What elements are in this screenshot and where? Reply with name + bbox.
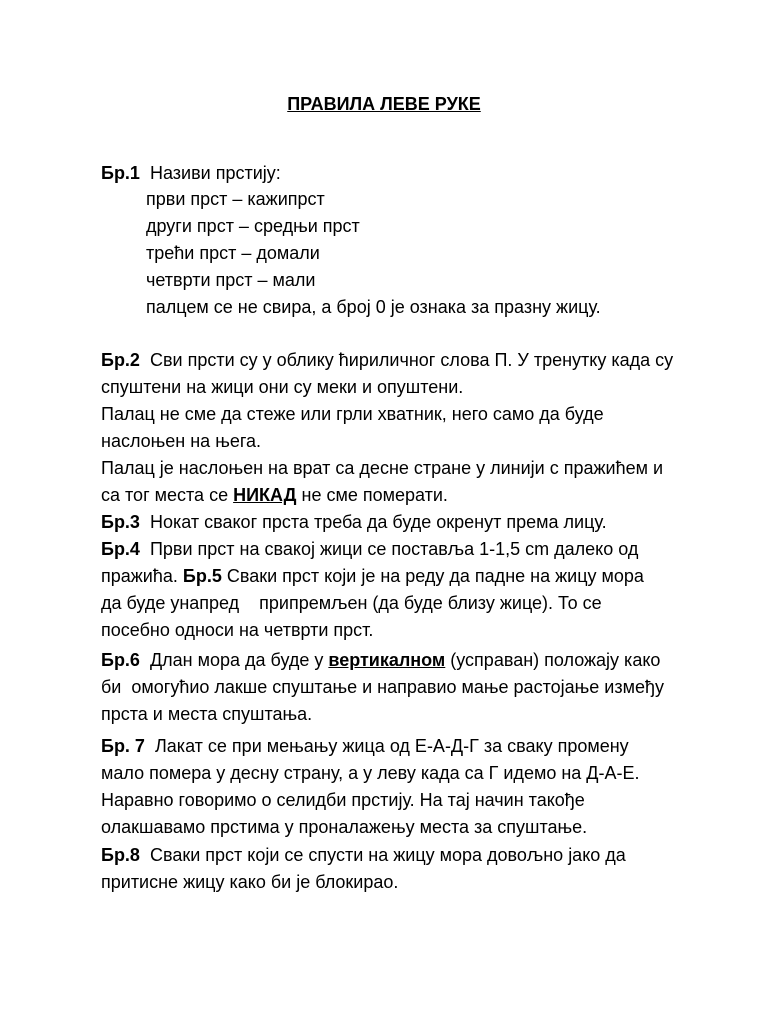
rule-6-line <box>101 647 660 673</box>
rule-1-item: четврти прст – мали <box>146 270 316 290</box>
rule-6-line: прста и места спуштања. <box>101 704 313 724</box>
rule-2-text: Сви прсти су у облику ћириличног слова П. У тренутку када су <box>149 350 674 370</box>
rule-3-text: Нокат сваког прста треба да буде окренут према лицу. <box>149 512 607 532</box>
rule-1-text: Називи прстију: <box>149 163 281 183</box>
rule-8-line: притисне жицу како би је блокирао. <box>101 872 399 892</box>
rule-5-line: посебно односи на четврти прст. <box>101 620 374 640</box>
rule-7-text: Лакат се при мењању жица од Е-А-Д-Г за сваку промену <box>154 736 629 756</box>
rule-3-label: Бр.3 <box>101 512 140 532</box>
rule-6-text: Длан мора да буде у <box>149 650 329 670</box>
rule-7-line: Наравно говоримо о селидби прстију. На тај начин такође <box>101 790 585 810</box>
rule-1-item: трећи прст – домали <box>146 243 320 263</box>
rule-8-text: Сваки прст који се спусти на жицу мора довољно јако да <box>149 845 626 865</box>
rule-2-line <box>101 347 673 373</box>
rule-1-label: Бр.1 <box>101 163 140 183</box>
rule-4-label: Бр.4 <box>101 539 140 559</box>
rule-1-item: палцем се не свира, а број 0 је ознака за празну жицу. <box>146 297 601 317</box>
rule-5-line <box>101 563 644 589</box>
rule-2-line: Палац не сме да стеже или грли хватник, него само да буде <box>101 404 604 424</box>
rule-6-label: Бр.6 <box>101 650 140 670</box>
page-title: ПРАВИЛА ЛЕВЕ РУКЕ <box>287 94 481 114</box>
rule-8-label: Бр.8 <box>101 845 140 865</box>
rule-7-line: мало помера у десну страну, а у леву када са Г идемо на Д-А-Е. <box>101 763 640 783</box>
rule-5-label: Бр.5 <box>182 566 222 586</box>
emphasis-vertical: вертикалном <box>328 650 446 670</box>
rule-6-line: би омогућио лакше спуштање и направио мање растојање између <box>101 677 664 697</box>
rule-6-text: (усправан) положају како <box>445 650 661 670</box>
rule-7-line: олакшавамо прстима у проналажењу места за спуштање. <box>101 817 588 837</box>
rule-2-label: Бр.2 <box>101 350 140 370</box>
rule-2-line: спуштени на жици они су меки и опуштени. <box>101 377 464 397</box>
rule-2-text: не сме померати. <box>296 485 448 505</box>
rule-8-line <box>101 842 626 868</box>
rule-1-heading <box>101 160 281 186</box>
rule-7-label: Бр. 7 <box>101 736 145 756</box>
rule-5-line: да буде унапред припремљен (да буде близу жице). То се <box>101 593 602 613</box>
rule-2-line: наслоњен на њега. <box>101 431 262 451</box>
rule-3-line <box>101 509 607 535</box>
rule-1-item: други прст – средњи прст <box>146 216 360 236</box>
rule-4-line <box>101 536 638 562</box>
emphasis-never: НИКАД <box>233 485 297 505</box>
rule-2-line: Палац је наслоњен на врат са десне стране у линији с пражићем и <box>101 458 664 478</box>
rule-4-text: пражића. <box>101 566 178 586</box>
rule-7-line <box>101 733 629 759</box>
rule-2-line <box>101 482 448 508</box>
rule-2-text: са тог места се <box>101 485 234 505</box>
rule-4-text: Први прст на свакој жици се поставља 1-1,5 cm далеко од <box>149 539 639 559</box>
rule-5-text: Сваки прст који је на реду да падне на жицу мора <box>226 566 644 586</box>
rule-1-item: први прст – кажипрст <box>146 189 325 209</box>
